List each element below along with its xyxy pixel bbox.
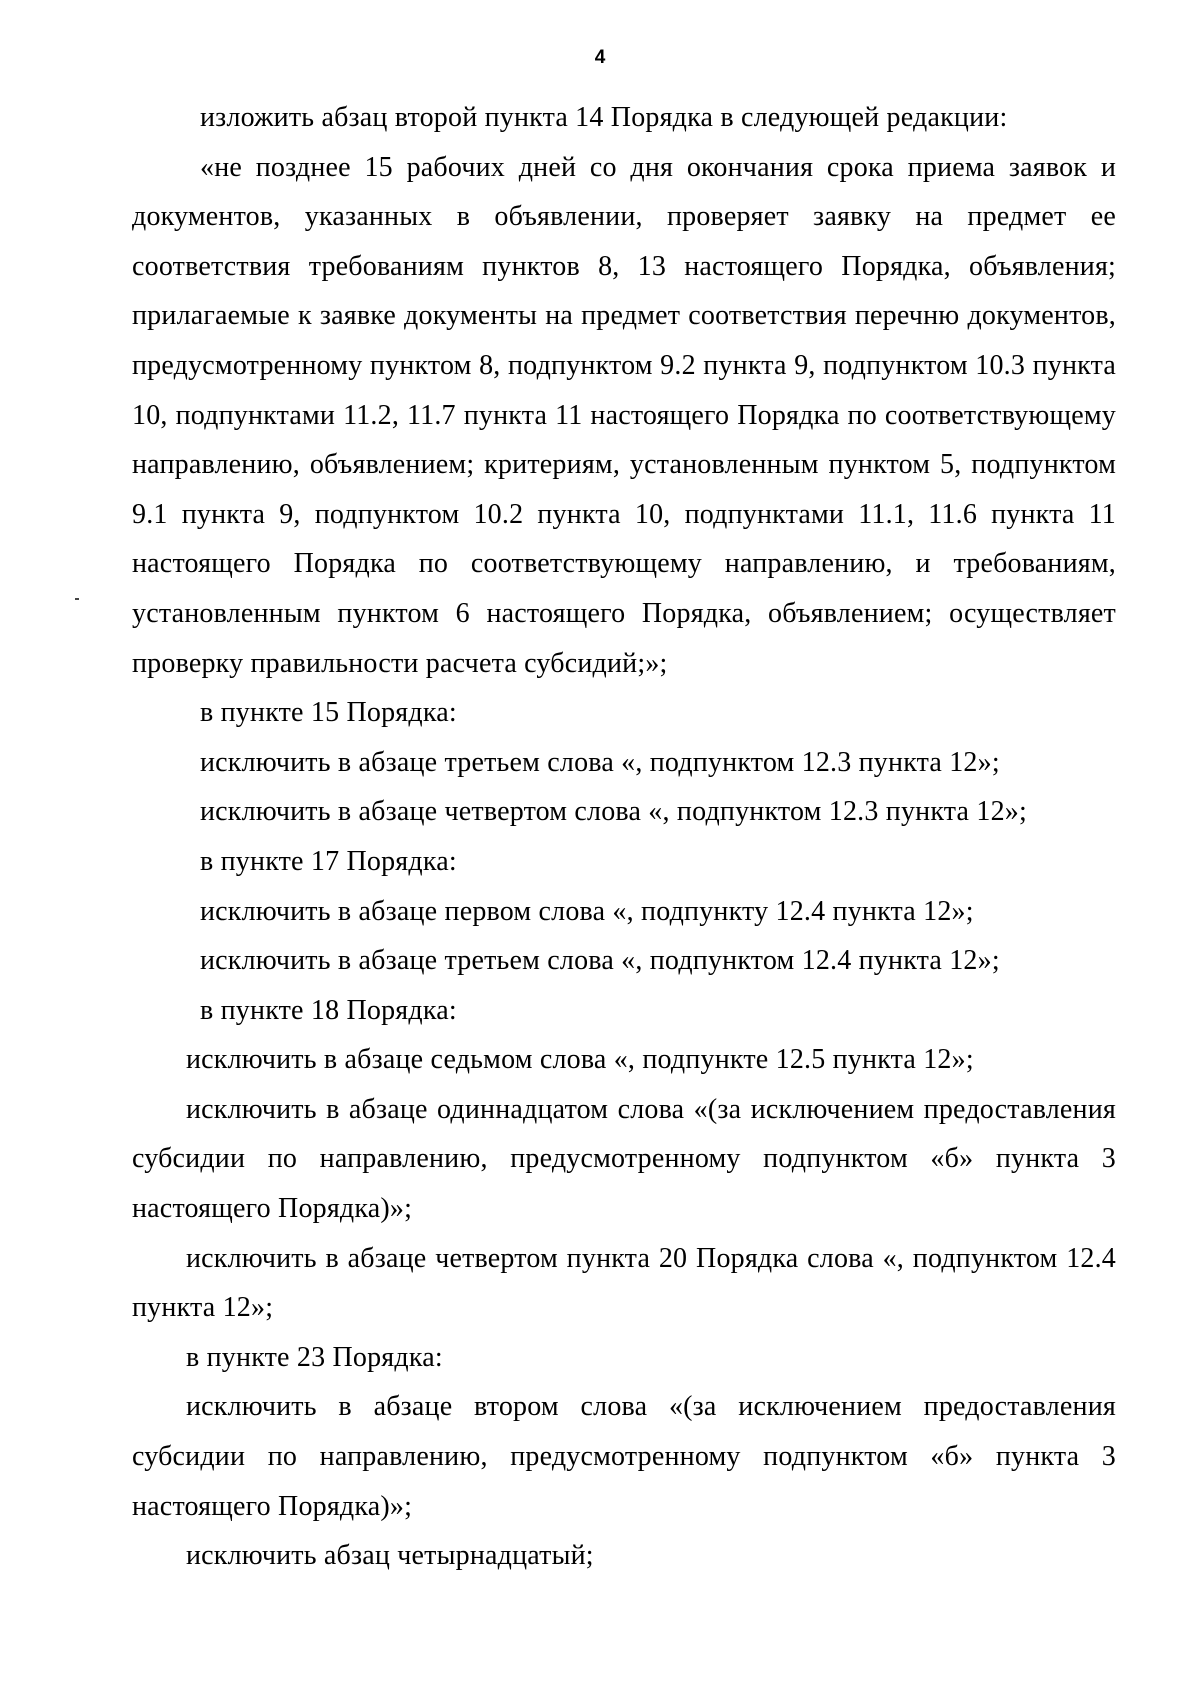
paragraph-point-15: в пункте 15 Порядка: bbox=[200, 697, 457, 729]
paragraph-point-20: исключить в абзаце четвертом пункта 20 Порядка слова «, подпунктом 12.4 пункта 12»; bbox=[132, 1242, 1116, 1324]
paragraph-point-18-item-1: исключить в абзаце седьмом слова «, подпункте 12.5 пункта 12»; bbox=[186, 1044, 974, 1076]
paragraph-point-17-item-1: исключить в абзаце первом слова «, подпункту 12.4 пункта 12»; bbox=[200, 895, 974, 927]
paragraph-new-wording: «не позднее 15 рабочих дней со дня окончания срока приема заявок и документов, указанных в объявлении, проверяет заявку на предмет ее соответствия требованиям пунктов 8, 13 настоящего Порядка, объявления; прилагаемые к заявке документы на предмет соответствия перечню документов, предусмотренному пунктом 8, подпунктом 9.2 пункта 9, подпунктом 10.3 пункта 10, подпунктами 11.2, 11.7 пункта 11 настоящего Порядка по соответствующему направлению, объявлением; критериям, установленным пунктом 5, подпунктом 9.1 пункта 9, подпунктом 10.2 пункта 10, подпунктами 11.1, 11.6 пункта 11 настоящего Порядка по соответствующему направлению, и требованиям, установленным пунктом 6 настоящего Порядка, объявлением; осуществляет проверку правильности расчета субсидий;»; bbox=[132, 151, 1116, 679]
paragraph-point-15-item-1: исключить в абзаце третьем слова «, подпунктом 12.3 пункта 12»; bbox=[200, 746, 1000, 778]
paragraph-point-23: в пункте 23 Порядка: bbox=[186, 1341, 443, 1373]
paragraph-point-15-item-2: исключить в абзаце четвертом слова «, подпунктом 12.3 пункта 12»; bbox=[200, 796, 1027, 828]
document-body bbox=[132, 93, 1116, 1581]
paragraph-point-23-item-1: исключить в абзаце втором слова «(за исключением предоставления субсидии по направлению, предусмотренному подпунктом «б» пункта 3 настоящего Порядка)»; bbox=[132, 1391, 1116, 1522]
paragraph-point-18: в пункте 18 Порядка: bbox=[200, 994, 457, 1026]
paragraph-point-18-item-2: исключить в абзаце одиннадцатом слова «(за исключением предоставления субсидии по направлению, предусмотренному подпунктом «б» пункта 3 настоящего Порядка)»; bbox=[132, 1093, 1116, 1225]
page-number: 4 bbox=[594, 47, 606, 68]
paragraph-point-23-item-2: исключить абзац четырнадцатый; bbox=[186, 1540, 594, 1572]
paragraph-point-17-item-2: исключить в абзаце третьем слова «, подпунктом 12.4 пункта 12»; bbox=[200, 945, 1000, 977]
margin-mark bbox=[75, 598, 79, 600]
paragraph-point-17: в пункте 17 Порядка: bbox=[200, 845, 457, 877]
paragraph-amend-intro: изложить абзац второй пункта 14 Порядка в следующей редакции: bbox=[200, 102, 1008, 133]
